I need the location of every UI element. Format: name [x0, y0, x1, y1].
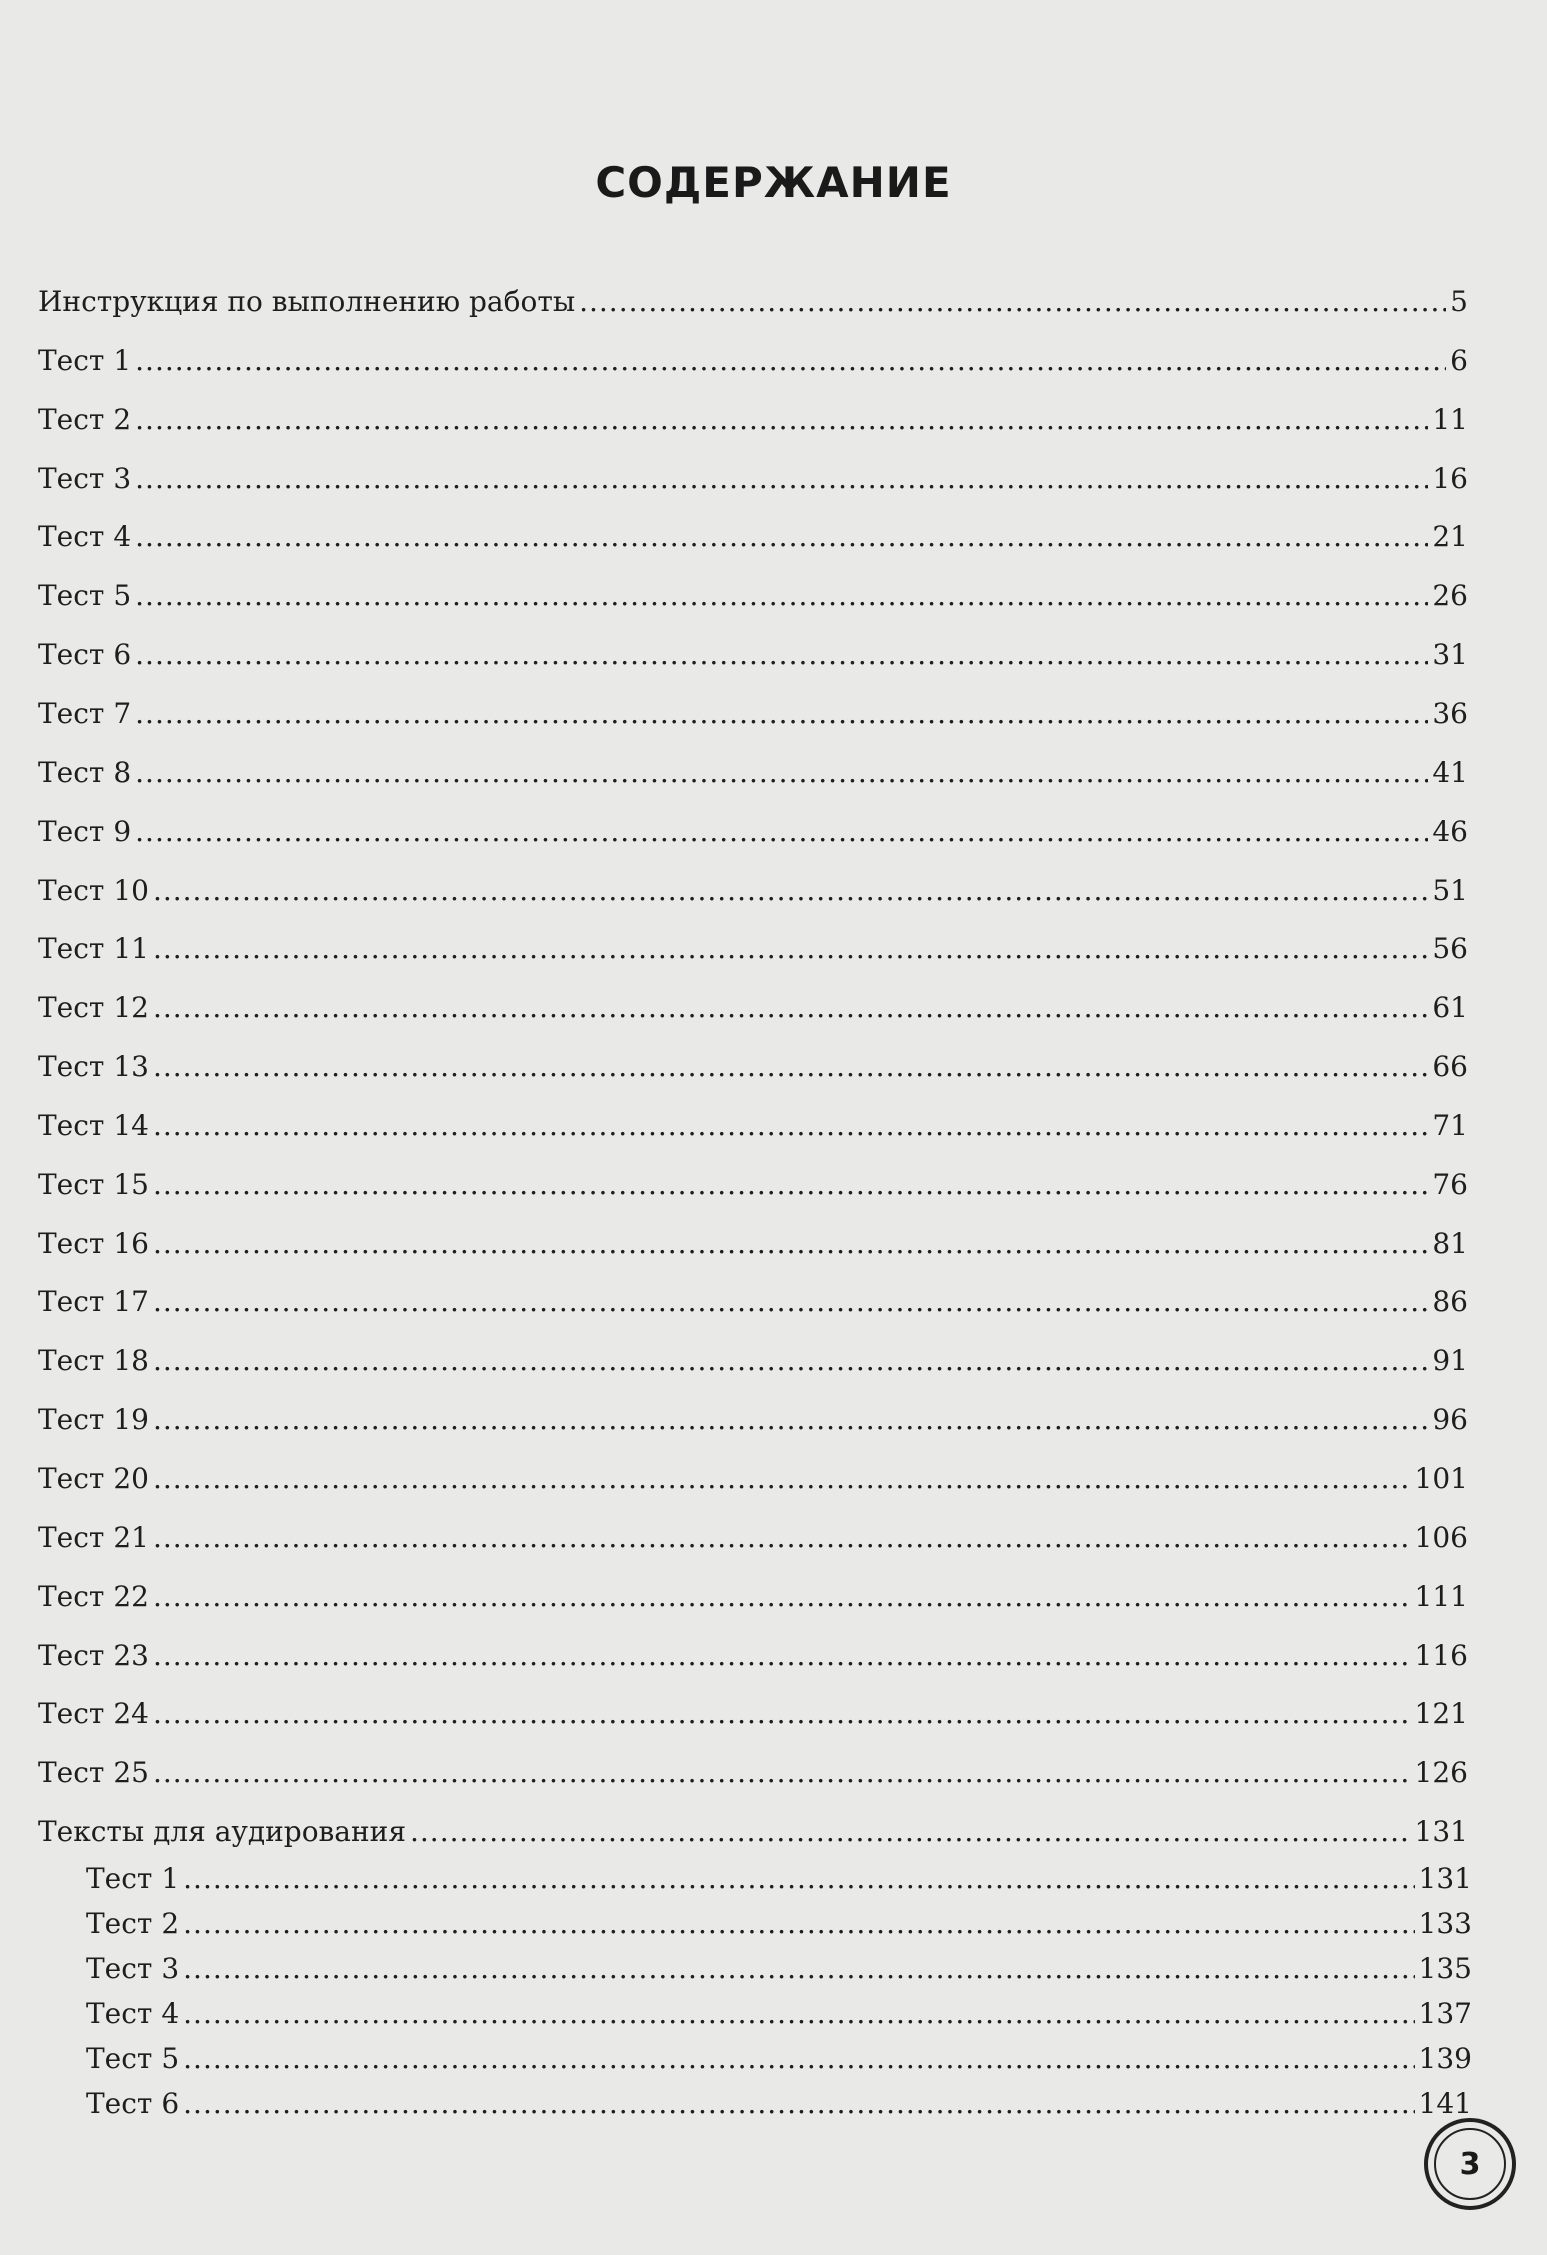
- toc-entry: [38, 755, 1468, 791]
- dot-leader: [153, 1696, 1411, 1732]
- toc-entry: [38, 1284, 1468, 1320]
- toc-entry-page: 96: [1432, 1403, 1468, 1436]
- dot-leader: [153, 1167, 1428, 1203]
- toc-entry: [38, 696, 1468, 732]
- toc-entry-label: Тест 11: [38, 932, 149, 965]
- dot-leader: [183, 1861, 1414, 1897]
- dot-leader: [135, 461, 1428, 497]
- dot-leader: [153, 1755, 1411, 1791]
- toc-entry-label: Тексты для аудирования: [38, 1815, 406, 1848]
- toc-entry: [38, 1814, 1468, 1850]
- dot-leader: [410, 1814, 1411, 1850]
- dot-leader: [183, 1906, 1414, 1942]
- toc-entry: [38, 1461, 1468, 1497]
- toc-entry-page: 11: [1432, 403, 1468, 436]
- toc-entry: [38, 1520, 1468, 1556]
- dot-leader: [153, 1402, 1428, 1438]
- toc-entry-label: Тест 2: [38, 403, 132, 436]
- toc-entry-page: 86: [1432, 1285, 1468, 1318]
- toc-subentry: [86, 2086, 1472, 2122]
- toc-entry-label: Тест 12: [38, 991, 149, 1024]
- dot-leader: [135, 755, 1428, 791]
- dot-leader: [183, 2041, 1414, 2077]
- toc-entry-page: 91: [1432, 1344, 1468, 1377]
- toc-entry: [38, 1167, 1468, 1203]
- toc-entry-label: Тест 5: [86, 2042, 180, 2075]
- toc-entry-label: Тест 18: [38, 1344, 149, 1377]
- toc-entry: [38, 402, 1468, 438]
- dot-leader: [153, 1520, 1411, 1556]
- dot-leader: [135, 637, 1428, 673]
- toc-entry: [38, 931, 1468, 967]
- dot-leader: [153, 1226, 1428, 1262]
- toc-entry: [38, 1049, 1468, 1085]
- dot-leader: [135, 578, 1428, 614]
- toc-entry-page: 141: [1418, 2087, 1472, 2120]
- toc-entry: [38, 990, 1468, 1026]
- toc-entry-page: 81: [1432, 1227, 1468, 1260]
- toc-entry-label: Тест 13: [38, 1050, 149, 1083]
- toc-entry-label: Тест 14: [38, 1109, 149, 1142]
- dot-leader: [183, 1996, 1414, 2032]
- toc-entry-page: 41: [1432, 756, 1468, 789]
- toc-entry-page: 71: [1432, 1109, 1468, 1142]
- toc-entry-page: 139: [1418, 2042, 1472, 2075]
- toc-entry-page: 111: [1414, 1580, 1468, 1613]
- toc-entry-label: Тест 5: [38, 579, 132, 612]
- toc-entry-label: Тест 15: [38, 1168, 149, 1201]
- toc-entry-page: 56: [1432, 932, 1468, 965]
- dot-leader: [153, 873, 1428, 909]
- toc-entry: [38, 1696, 1468, 1732]
- toc-entry-label: Тест 1: [38, 344, 132, 377]
- toc-entry-page: 131: [1418, 1862, 1472, 1895]
- toc-entry-label: Тест 17: [38, 1285, 149, 1318]
- toc-entry-label: Тест 9: [38, 815, 132, 848]
- toc-entry-page: 36: [1432, 697, 1468, 730]
- dot-leader: [183, 2086, 1414, 2122]
- toc-entry-label: Тест 3: [86, 1952, 180, 1985]
- toc-entry-page: 16: [1432, 462, 1468, 495]
- toc-entry: [38, 1579, 1468, 1615]
- page-number: 3: [1434, 2128, 1506, 2200]
- dot-leader: [135, 519, 1428, 555]
- toc-entry-page: 133: [1418, 1907, 1472, 1940]
- toc-entry: [38, 814, 1468, 850]
- toc-entry-label: Тест 8: [38, 756, 132, 789]
- toc-entry: [38, 1226, 1468, 1262]
- toc-entry-label: Тест 22: [38, 1580, 149, 1613]
- toc-entry: [38, 637, 1468, 673]
- dot-leader: [579, 284, 1446, 320]
- toc-subentry: [86, 2041, 1472, 2077]
- toc-entry-page: 51: [1432, 874, 1468, 907]
- toc-entry-page: 46: [1432, 815, 1468, 848]
- toc-entry-page: 126: [1414, 1756, 1468, 1789]
- toc-entry-page: 6: [1450, 344, 1468, 377]
- toc-entry-label: Тест 25: [38, 1756, 149, 1789]
- toc-entry-label: Тест 4: [38, 520, 132, 553]
- toc-subentry: [86, 1861, 1472, 1897]
- dot-leader: [153, 1108, 1428, 1144]
- toc-entry-page: 135: [1418, 1952, 1472, 1985]
- toc-entry-label: Тест 6: [38, 638, 132, 671]
- dot-leader: [135, 343, 1446, 379]
- toc-entry-label: Тест 20: [38, 1462, 149, 1495]
- toc-entry-label: Инструкция по выполнению работы: [38, 285, 576, 318]
- toc-entry: [38, 1108, 1468, 1144]
- toc-entry-page: 21: [1432, 520, 1468, 553]
- toc-entry-label: Тест 4: [86, 1997, 180, 2030]
- toc-entry-page: 61: [1432, 991, 1468, 1024]
- toc-entry-label: Тест 19: [38, 1403, 149, 1436]
- toc-entry-page: 26: [1432, 579, 1468, 612]
- page-title: СОДЕРЖАНИЕ: [595, 158, 952, 207]
- toc-entry: [38, 1755, 1468, 1791]
- toc-entry-page: 106: [1414, 1521, 1468, 1554]
- page-number-badge: [1424, 2118, 1516, 2210]
- toc-entry-label: Тест 21: [38, 1521, 149, 1554]
- toc-entry-label: Тест 1: [86, 1862, 180, 1895]
- toc-entry-page: 131: [1414, 1815, 1468, 1848]
- dot-leader: [153, 931, 1428, 967]
- toc-entry: [38, 343, 1468, 379]
- toc-subentry: [86, 1996, 1472, 2032]
- dot-leader: [153, 990, 1428, 1026]
- toc-entry-label: Тест 10: [38, 874, 149, 907]
- toc-entry: [38, 1402, 1468, 1438]
- toc-entry: [38, 519, 1468, 555]
- toc-entry-label: Тест 16: [38, 1227, 149, 1260]
- toc-entry-label: Тест 24: [38, 1697, 149, 1730]
- dot-leader: [153, 1049, 1428, 1085]
- toc-entry-page: 121: [1414, 1697, 1468, 1730]
- toc-entry-label: Тест 6: [86, 2087, 180, 2120]
- toc-subentry: [86, 1951, 1472, 1987]
- dot-leader: [153, 1461, 1411, 1497]
- toc-entry-page: 66: [1432, 1050, 1468, 1083]
- toc-entry-page: 116: [1414, 1639, 1468, 1672]
- toc-entry: [38, 578, 1468, 614]
- toc-entry-label: Тест 23: [38, 1639, 149, 1672]
- toc-entry: [38, 461, 1468, 497]
- toc-subentry: [86, 1906, 1472, 1942]
- dot-leader: [183, 1951, 1414, 1987]
- toc-entry: [38, 1343, 1468, 1379]
- dot-leader: [135, 814, 1428, 850]
- toc-entry-page: 76: [1432, 1168, 1468, 1201]
- toc-entry-page: 5: [1450, 285, 1468, 318]
- dot-leader: [153, 1579, 1411, 1615]
- toc-entry-page: 31: [1432, 638, 1468, 671]
- toc-entry-page: 101: [1414, 1462, 1468, 1495]
- dot-leader: [153, 1343, 1428, 1379]
- toc-entry-label: Тест 3: [38, 462, 132, 495]
- dot-leader: [153, 1284, 1428, 1320]
- toc-entry-page: 137: [1418, 1997, 1472, 2030]
- dot-leader: [153, 1638, 1411, 1674]
- toc-entry: [38, 1638, 1468, 1674]
- dot-leader: [135, 696, 1428, 732]
- dot-leader: [135, 402, 1428, 438]
- toc-entry: [38, 873, 1468, 909]
- toc-entry-label: Тест 7: [38, 697, 132, 730]
- toc-entry-label: Тест 2: [86, 1907, 180, 1940]
- toc-entry: [38, 284, 1468, 320]
